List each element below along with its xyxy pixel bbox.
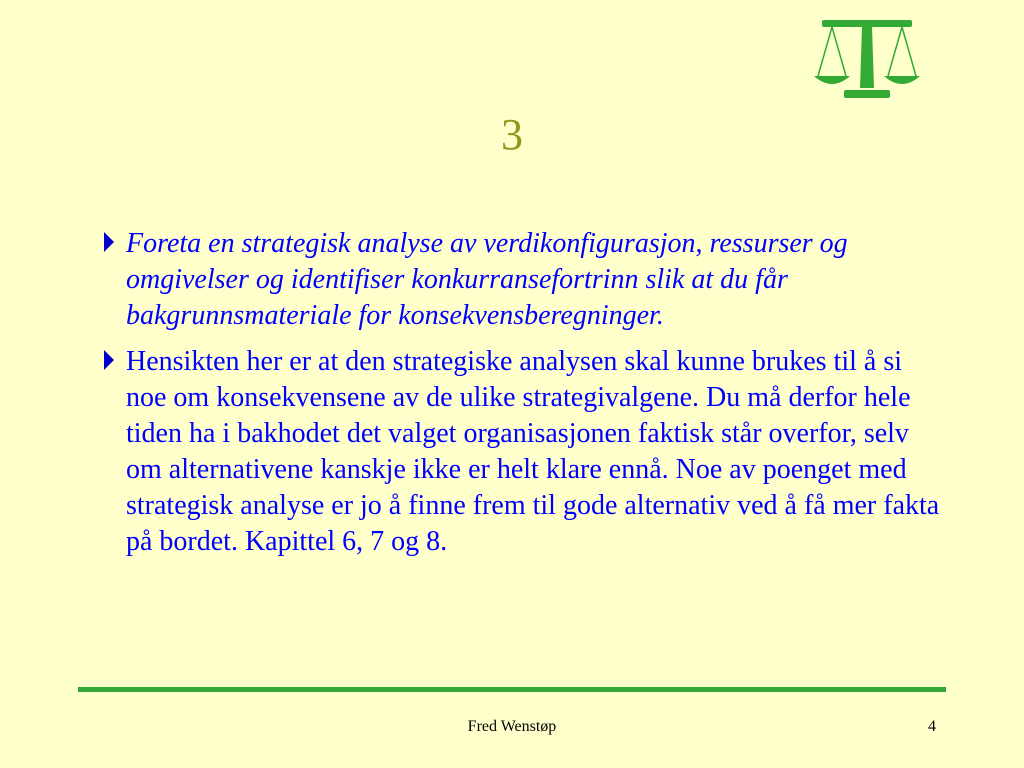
- bullet-text: Foreta en strategisk analyse av verdikonfigurasjon, ressurser og omgivelser og identifiser konkurransefortrinn slik at du får bakgrunnsmateriale for konsekvensberegninger.: [126, 228, 848, 331]
- bullet-item: [98, 344, 948, 560]
- triangle-bullet-icon: [102, 231, 116, 253]
- footer-author: Fred Wenstøp: [467, 718, 557, 735]
- slide-title: 3: [501, 110, 523, 159]
- triangle-bullet-icon: [102, 349, 116, 371]
- footer-divider: [78, 687, 946, 692]
- scales-of-justice-icon: [810, 14, 930, 106]
- page-number: 4: [928, 718, 936, 735]
- bullet-text: Hensikten her er at den strategiske analysen skal kunne brukes til å si noe om konsekvensene av de ulike strategivalgene. Du må derfor hele tiden ha i bakhodet det valget organisasjonen faktisk står overfor, selv om alternativene kanskje ikke er helt klare ennå. Noe av poenget med strategisk analyse er jo å finne frem til gode alternativ ved å få mer fakta på bordet. Kapittel 6, 7 og 8.: [126, 346, 940, 557]
- bullet-list: [98, 226, 948, 570]
- bullet-item: [98, 226, 948, 334]
